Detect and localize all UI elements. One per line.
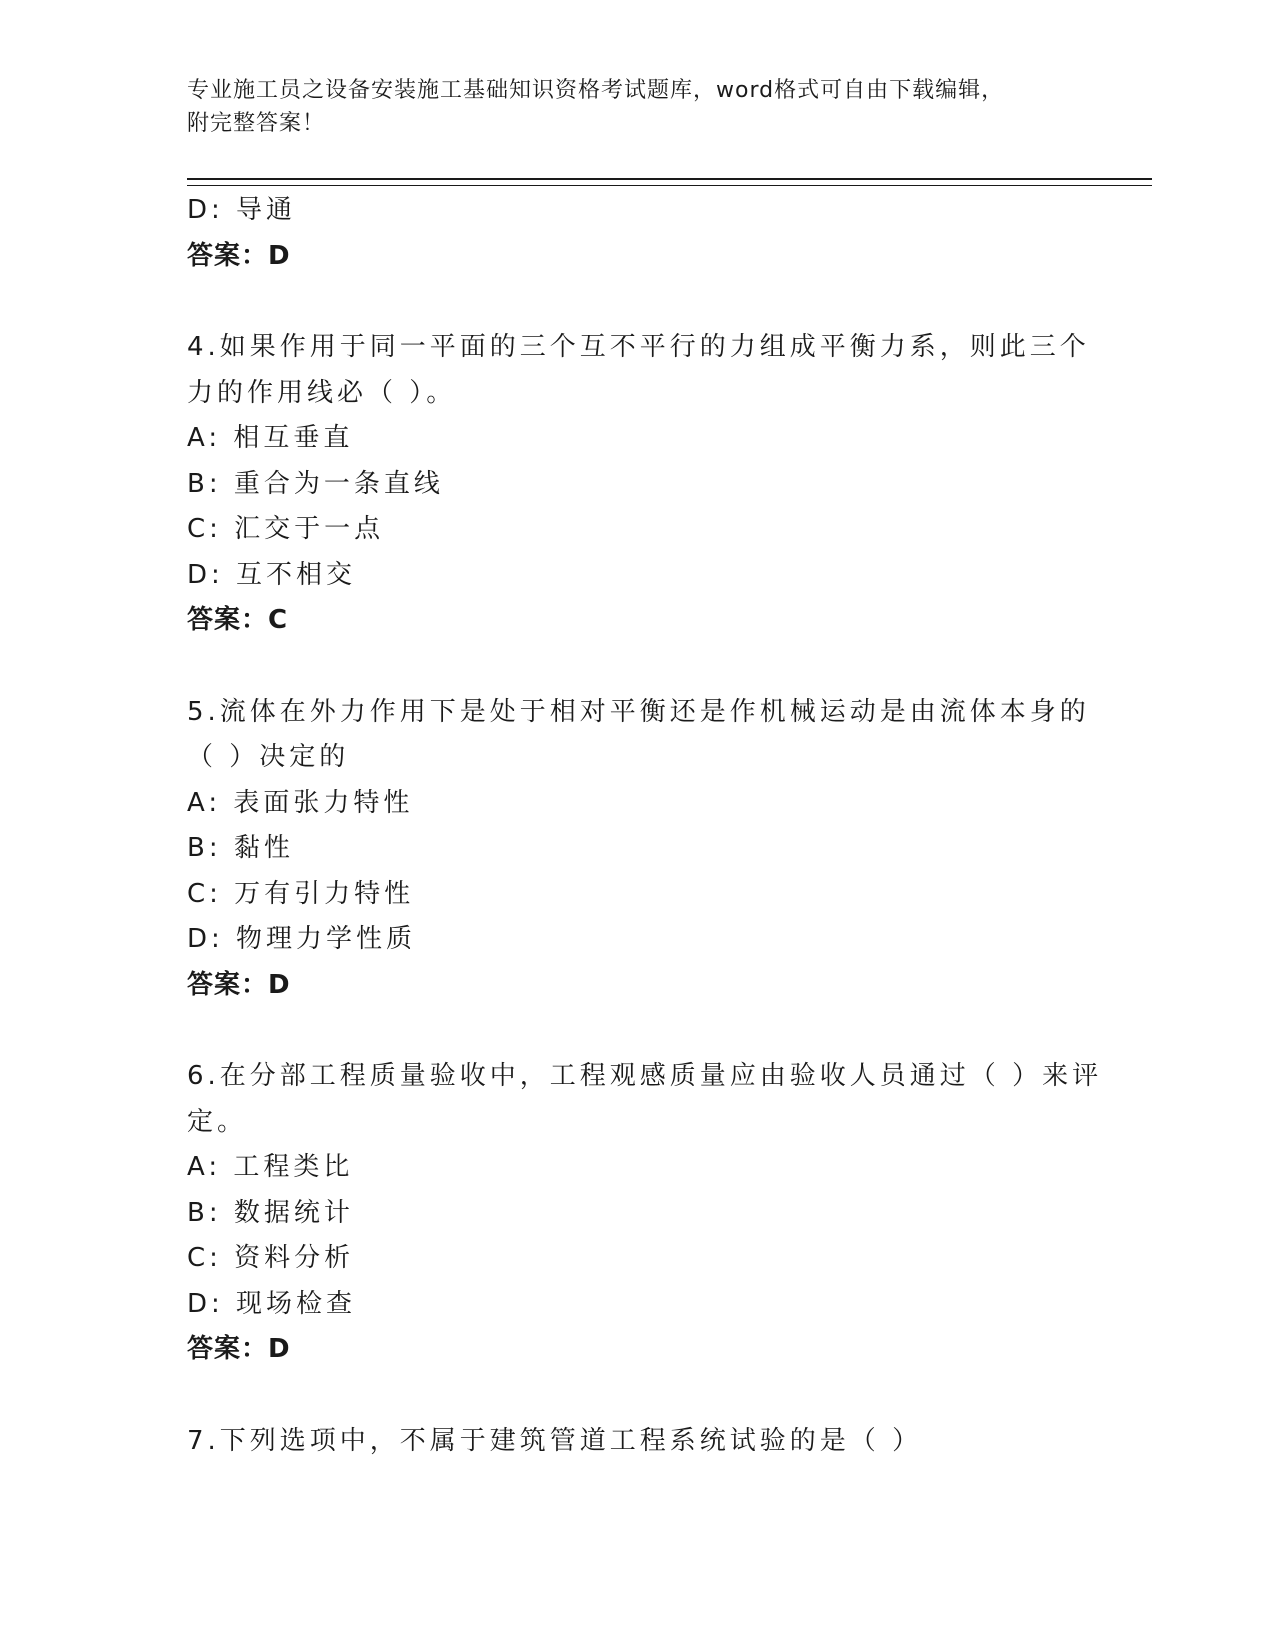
option-d: D: 现场检查 bbox=[187, 1288, 357, 1319]
option-c: C: 万有引力特性 bbox=[187, 878, 415, 909]
option-d: D: 物理力学性质 bbox=[187, 924, 417, 954]
question-stem-continued: 定。 bbox=[187, 1106, 248, 1137]
option-b: B: 黏性 bbox=[187, 833, 294, 863]
option-a: A: 表面张力特性 bbox=[187, 787, 414, 818]
option-b: B: 重合为一条直线 bbox=[187, 468, 444, 499]
option-b: B: 数据统计 bbox=[187, 1197, 354, 1228]
question-content bbox=[187, 188, 1103, 1464]
question-stem: 4.如果作用于同一平面的三个互不平行的力组成平衡力系，则此三个 bbox=[187, 332, 1090, 362]
option-d: D: 导通 bbox=[187, 195, 297, 225]
option-c: C: 汇交于一点 bbox=[187, 514, 385, 544]
option-c: C: 资料分析 bbox=[187, 1243, 355, 1273]
question-4 bbox=[187, 325, 1090, 644]
question-stem: 7.下列选项中，不属于建筑管道工程系统试验的是（ ） bbox=[187, 1425, 923, 1456]
answer-line: 答案：D bbox=[187, 1334, 291, 1364]
answer-line: 答案：C bbox=[187, 605, 289, 635]
question-stem: 5.流体在外力作用下是处于相对平衡还是作机械运动是由流体本身的 bbox=[187, 696, 1090, 727]
question-5 bbox=[187, 690, 1090, 1009]
header-title-line-2: 附完整答案！ bbox=[187, 111, 326, 136]
page-header bbox=[187, 74, 1067, 140]
question-7 bbox=[187, 1419, 1087, 1465]
option-a: A: 相互垂直 bbox=[187, 423, 354, 453]
question-3 bbox=[187, 188, 1087, 279]
question-stem-continued: 力的作用线必（ ）。 bbox=[187, 377, 457, 408]
answer-line: 答案：D bbox=[187, 240, 291, 271]
option-d: D: 互不相交 bbox=[187, 559, 357, 590]
header-divider bbox=[187, 178, 1152, 186]
question-6 bbox=[187, 1054, 1103, 1373]
question-stem: 6.在分部工程质量验收中，工程观感质量应由验收人员通过（ ）来评 bbox=[187, 1061, 1103, 1091]
header-title-line-1: 专业施工员之设备安装施工基础知识资格考试题库，word格式可自由下载编辑， bbox=[187, 78, 1005, 103]
option-a: A: 工程类比 bbox=[187, 1152, 354, 1182]
question-stem-continued: （ ）决定的 bbox=[187, 742, 350, 772]
answer-line: 答案：D bbox=[187, 969, 291, 1000]
